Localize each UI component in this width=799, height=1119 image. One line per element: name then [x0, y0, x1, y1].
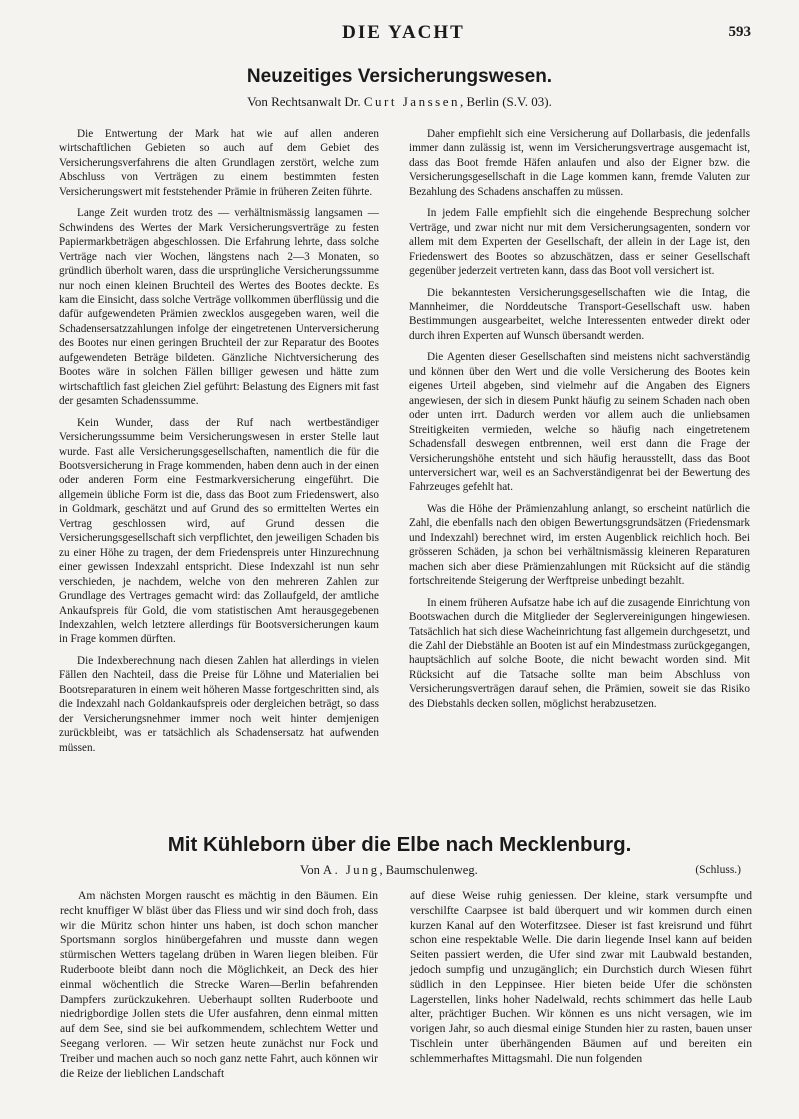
byline-prefix: Von Rechtsanwalt Dr.: [247, 94, 364, 109]
byline-suffix: , Berlin (S.V. 03).: [459, 94, 552, 109]
author-name: A. Jung: [323, 863, 380, 877]
paragraph: auf diese Weise ruhig geniessen. Der kleine, stark versumpfte und verschilfte Caarpsee ist bald überquert und wir kommen durch einen kurzen Kanal auf den Woterfitzsee. Dieser ist fast kreisrund und führt schon eine respektable Welle. Die darin liegende Insel kann auf beiden Seiten passiert werden, die Ufer sind zwar mit Laubwald bestanden, jedoch sumpfig und unzugänglich; ein Durchstich durch Wiesen führt südlich in den Leppinsee. Hier bieten beide Ufer die schönsten Lagerstellen, links hoher Nadelwald, rechts schimmert das helle Laub alter, prächtiger Buchen. Wir können es uns nicht versagen, wie im vorigen Jahr, so auch diesmal einige Stunden hier zu rasten, bauen unser Tischlein unter überhängenden Bäumen auf und bereiten ein schlemmerhaftes Mittagsmahl. Die nun folgenden: [410, 889, 752, 1065]
page-header: [56, 22, 751, 46]
article1-left-column: [59, 127, 379, 762]
article1-right-column: [409, 127, 750, 718]
paragraph: Die bekanntesten Versicherungsgesellschaften wie die Intag, die Mannheimer, die Norddeutsche Transport-Gesellschaft usw. haben Bestimmungen ausgearbeitet, welche Interessenten entweder direkt oder durch ihren Experten auf Wunsch übersandt werden.: [409, 286, 750, 342]
paragraph: Die Indexberechnung nach diesen Zahlen hat allerdings in vielen Fällen den Nachteil, dass die Preise für Löhne und Materialien bei Bootsreparaturen in einem weit höheren Masse fortgeschritten sind, als die Indexzahl nach Goldankaufspreis oder dergleichen beträgt, so dass der Versicherungsnehmer immer noch weit hinter demjenigen zurückbleibt, was er tatsächlich als Schadensersatz hat aufwenden müssen.: [59, 654, 379, 754]
paragraph: Kein Wunder, dass der Ruf nach wertbeständiger Versicherungssumme beim Versicherungswesen in erster Stelle laut wurde. Fast alle Versicherungsgesellschaften, namentlich die für die Bootsversicherung in Frage kommenden, haben denn auch in der einen oder anderen Form eine Festmarkversicherung eingeführt. Die allgemein übliche Form ist die, dass das Boot zum Friedenswert, also in Goldmark, geschätzt und auf Grund des so ermittelten Wertes ein Vertrag geschlossen wird, auf Grund dessen die Versicherungsgesellschaft sich verpflichtet, den jeweiligen Schaden bis zu einer Höhe zu tragen, der dem Friedenspreis unter Hinzurechnung einer gewissen Indexzahl entspricht. Diese Indexzahl ist nun sehr verschieden, je nachdem, welche von den mehreren Zahlen zur Grundlage des Vertrages gemacht wird: das Zollaufgeld, der amtliche Ankaufspreis für Gold, die vom statistischen Amt herausgegebenen Indexzahlen, welch letztere allerdings für Bootsversicherungen kaum in Frage kommen dürften.: [59, 416, 379, 646]
byline-prefix: Von: [300, 863, 324, 877]
paragraph: Lange Zeit wurden trotz des — verhältnismässig langsamen — Schwindens des Wertes der Mark Versicherungsverträge zu festen Papiermarkbeträgen abgeschlossen. Die Erfahrung lehrte, dass solche Verträge nach vier Wochen, längstens nach 2—3 Monaten, so gründlich überholt waren, dass die ursprüngliche Versicherungssumme nur noch einen kleinen Bruchteil des Wertes des Bootes deckte. Es kam die Einsicht, dass solche Verträge vollkommen überflüssig und die dafür aufgewendeten Prämien zwecklos ausgegeben waren, weil die Schadensersatzzahlungen infolge der eingetretenen Unterversicherung des Bootes nur einen geringen Bruchteil der zur Reparatur des Bootes aufgewendeten Beträge bildeten. Gänzliche Nichtversicherung des Bootes wäre in solchen Fällen billiger gewesen und hätte zum wirtschaftlich fast gleichen Ziel geführt: Belastung des Eigners mit fast der gesamten Schadenssumme.: [59, 207, 379, 408]
article2-byline: [300, 863, 478, 878]
paragraph: In einem früheren Aufsatze habe ich auf die zusagende Einrichtung von Bootswachen durch die Mitglieder der Seglervereinigungen hingewiesen. Tatsächlich hat sich diese Wacheinrichtung fast allgemein durchgesetzt, und die Zahl der Diebstähle an Booten ist auf ein Mindestmass zurückgegangen, hauptsächlich auf solche Boote, die nicht bewacht worden sind. Mit Rücksicht auf die Tatsache sollte man beim Abschluss von Versicherungsverträgen darauf sehen, die Prämien, soweit sie das Risiko des Diebstahls decken sollen, möglichst herabzusetzen.: [409, 596, 750, 710]
paragraph: In jedem Falle empfiehlt sich die eingehende Besprechung solcher Verträge, und zwar nicht nur mit dem Versicherungsagenten, sondern vor allem mit dem Experten der Gesellschaft, der allein in der Lage ist, den Friedenswert des Bootes so abzuschätzen, dass er seiner Gesellschaft gegenüber jederzeit vertreten kann, dass das Boot voll versichert ist.: [409, 207, 750, 278]
paragraph: Daher empfiehlt sich eine Versicherung auf Dollarbasis, die jedenfalls immer dann zulässig ist, wenn im Versicherungsvertrage ausgemacht ist, dass das Boot fremde Häfen anlaufen und also der Eigner bzw. die Versicherungsgesellschaft in die Lage kommen kann, fremde Valuten zur Bezahlung des Schadens anschaffen zu müssen.: [409, 128, 750, 198]
article1-byline: [0, 94, 799, 110]
article2-right-column: [410, 889, 752, 1074]
paragraph: Was die Höhe der Prämienzahlung anlangt, so erscheint natürlich die Zahl, die ebenfalls nach den obigen Bewertungsgrundsätzen (Friedensmark und Indexzahl) berechnet wird, im ersten Augenblick reichlich hoch. Bei grösseren Schäden, ja schon bei verhältnismässig kleineren Reparaturen machen sich aber diese Prämienzahlungen mit Rücksicht auf die ständig fortschreitende Steigerung der Werftpreise unbedingt bezahlt.: [409, 502, 750, 588]
author-name: Curt Janssen: [363, 94, 460, 109]
article2-left-column: [60, 889, 378, 1088]
running-title: DIE YACHT: [342, 22, 465, 43]
page-number: 593: [728, 24, 751, 40]
byline-suffix: , Baumschulenweg.: [379, 863, 478, 877]
continuation-note: (Schluss.): [695, 864, 741, 876]
article1-title: Neuzeitiges Versicherungswesen.: [246, 66, 553, 87]
paragraph: Die Entwertung der Mark hat wie auf allen anderen wirtschaftlichen Gebieten so auch auf dem Gebiet des Versicherungsverfahrens die alten Grundlagen zerstört, welche zum Abschluss von Verträgen zu einem bestimmten festen Versicherungswert mit feststehender Prämie in früheren Zeiten führte.: [59, 128, 379, 198]
paragraph: Die Agenten dieser Gesellschaften sind meistens nicht sachverständig und können über den Wert und die volle Versicherung des Bootes kein eigenes Urteil abgeben, sind vielmehr auf die Angaben des Eigners angewiesen, der sich in diesem Punkt häufig zu seinem Schaden nach oben oder unten irrt. Dadurch werden vor allem auch die unliebsamen Streitigkeiten vermieden, welche so häufig nach eingetretenem Schadensfall deswegen entbrennen, weil erst dann die Frage der Versicherungshöhe entsteht und sich häufig herausstellt, dass das Boot unterversichert war, weil es an Sachverständigenrat bei der Bewertung des Fahrzeuges gefehlt hat.: [409, 351, 750, 494]
paragraph: Am nächsten Morgen rauscht es mächtig in den Bäumen. Ein recht knuffiger W bläst über das Fliess und wir sind doch froh, dass wir die Müritz schon hinter uns haben, ist doch schon mancher Sportsmann sorglos hinübergefahren und musste dann wegen stürmischen Wetters tagelang drüben in Waren liegen bleiben. Für Ruderboote bleibt dann noch die Möglichkeit, an Deck des hier einmal wöchentlich die Strecke Waren—Berlin befahrenden Dampfers zurückzukehren. Ueberhaupt sollten Ruderboote und niedrigbordige Jollen stets die Ufer ausfahren, denn einmal mitten auf dem See, sind sie bei aufkommendem, schlechtem Wetter und Seegang verloren. — Wir setzen heute zunächst nur Fock und Treiber und machen auch so noch ganz nette Fahrt, auch können wir die Reize der lieblichen Landschaft: [60, 889, 378, 1080]
article2-title: Mit Kühleborn über die Elbe nach Mecklenburg.: [167, 833, 632, 856]
